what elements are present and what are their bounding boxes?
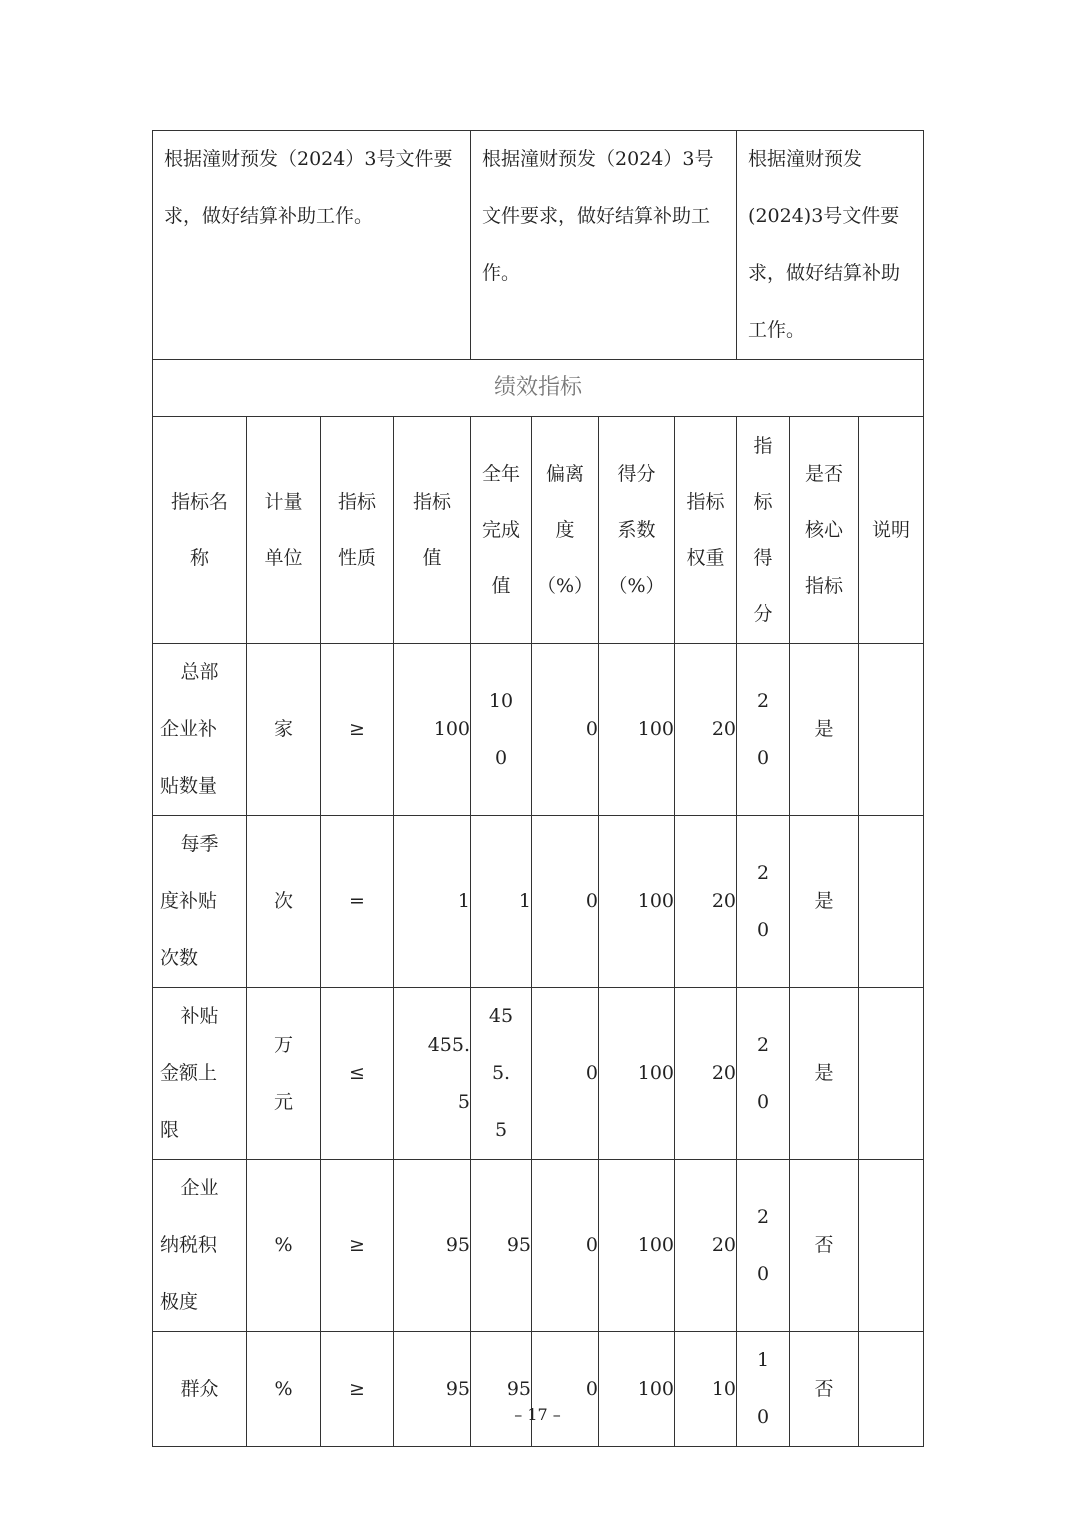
name-line: 贴数量 [160,775,218,797]
value-line: 元 [273,1090,293,1113]
core-cell: 是 [790,816,859,988]
note-cell [859,1332,924,1447]
header-line: 值 [422,547,442,569]
deviation-cell: 0 [532,988,599,1160]
header-line: 指 [753,435,773,457]
table-row [153,988,924,1160]
coef-cell: 100 [599,988,675,1160]
header-note: 说明 [859,417,924,644]
header-line: 系数 [617,519,656,541]
name-line: 限 [160,1119,180,1141]
target-cell: 95 [394,1332,471,1447]
indicator-name [153,644,247,816]
value-line: 10 [488,689,514,712]
value-line: 455. [427,1033,471,1056]
unit-cell: 次 [247,816,321,988]
core-cell: 否 [790,1332,859,1447]
indicator-name [153,988,247,1160]
name-line: 金额上 [160,1062,218,1084]
weight-cell: 20 [675,988,737,1160]
header-line: 全年 [482,463,521,485]
score-cell [737,644,790,816]
name-line: 补贴 [180,1005,219,1027]
value-line: 0 [756,1406,770,1428]
unit-cell: % [247,1160,321,1332]
value-line: 5 [494,1119,508,1141]
header-weight [675,417,737,644]
goal-text-3: 根据潼财预发(2024)3号文件要求，做好结算补助工作。 [737,131,924,360]
name-line: 纳税积 [160,1234,218,1256]
coef-cell: 100 [599,816,675,988]
target-cell: 95 [394,1160,471,1332]
nature-cell: ≥ [321,1160,394,1332]
core-cell: 是 [790,644,859,816]
note-cell [859,644,924,816]
header-nature [321,417,394,644]
header-line: 度 [555,519,575,541]
name-line: 总部 [180,661,219,683]
weight-cell: 20 [675,816,737,988]
note-cell [859,1160,924,1332]
score-cell [737,816,790,988]
coef-cell: 100 [599,1332,675,1447]
nature-cell: ≥ [321,644,394,816]
header-deviation [532,417,599,644]
coef-cell: 100 [599,1160,675,1332]
unit-cell: 家 [247,644,321,816]
value-line: 万 [273,1033,293,1056]
goal-text-2: 根据潼财预发（2024）3号文件要求，做好结算补助工作。 [471,131,737,360]
unit-cell: % [247,1332,321,1447]
core-cell: 否 [790,1160,859,1332]
value-line: 5. [491,1062,511,1084]
deviation-cell: 0 [532,1332,599,1447]
table-row [153,644,924,816]
header-line: 指标 [686,491,725,513]
header-unit [247,417,321,644]
header-line: 偏离 [546,463,585,485]
coef-cell: 100 [599,644,675,816]
header-score [737,417,790,644]
value-line: 0 [494,746,508,769]
weight-cell: 10 [675,1332,737,1447]
name-line: 极度 [160,1291,199,1313]
nature-cell: ≤ [321,988,394,1160]
name-line: 次数 [160,947,199,969]
header-line: 指标 [413,491,452,513]
header-line: 标 [753,491,773,513]
indicator-name [153,1160,247,1332]
header-line: 单位 [264,547,303,569]
header-line: 称 [189,547,209,569]
nature-cell: ≥ [321,1332,394,1447]
value-line: 1 [756,1349,770,1371]
section-header-row [153,360,924,417]
value-line: 2 [756,1033,770,1056]
deviation-cell: 0 [532,644,599,816]
value-line: 0 [756,1090,770,1113]
value-line: 2 [756,689,770,712]
header-line: 得 [753,547,773,569]
header-line: 分 [753,603,773,625]
name-line: 度补贴 [160,890,218,912]
header-line: 核心 [805,519,844,541]
header-line: 权重 [686,547,725,569]
value-line: 0 [756,918,770,941]
value-line: 2 [756,861,770,884]
actual-cell [471,988,532,1160]
actual-cell: 95 [471,1332,532,1447]
header-line: 值 [491,575,511,597]
name-line: 企业 [180,1177,219,1199]
actual-cell: 95 [471,1160,532,1332]
header-indicator-name [153,417,247,644]
indicator-name: 群众 [153,1332,247,1447]
header-core [790,417,859,644]
name-line: 每季 [180,833,219,855]
target-cell: 1 [394,816,471,988]
target-cell: 100 [394,644,471,816]
note-cell [859,988,924,1160]
target-cell [394,988,471,1160]
section-title: 绩效指标 [153,360,924,417]
header-line: 得分 [617,463,656,485]
page-number: – 17 – [514,1405,561,1424]
core-cell: 是 [790,988,859,1160]
name-line: 企业补 [160,718,218,740]
column-header-row [153,417,924,644]
value-line: 5 [457,1090,471,1113]
performance-table [152,130,924,1447]
weight-cell: 20 [675,644,737,816]
value-line: 0 [756,1262,770,1285]
deviation-cell: 0 [532,1160,599,1332]
indicator-name [153,816,247,988]
score-cell [737,1332,790,1447]
header-line: （%） [608,575,665,597]
header-line: 是否 [805,463,844,485]
weight-cell: 20 [675,1160,737,1332]
table-row [153,816,924,988]
value-line: 0 [756,746,770,769]
header-target [394,417,471,644]
header-line: （%） [536,575,594,597]
value-line: 45 [488,1005,514,1027]
note-cell [859,816,924,988]
table-row [153,1160,924,1332]
header-line: 指标名 [170,491,228,513]
header-line: 指标 [337,491,376,513]
goal-description-row [153,131,924,360]
nature-cell: = [321,816,394,988]
unit-cell [247,988,321,1160]
header-line: 完成 [482,519,521,541]
score-cell [737,988,790,1160]
actual-cell [471,644,532,816]
header-score-coef [599,417,675,644]
value-line: 2 [756,1205,770,1228]
header-line: 性质 [337,547,376,569]
goal-text-1: 根据潼财预发（2024）3号文件要求，做好结算补助工作。 [153,131,471,360]
header-line: 指标 [805,575,844,597]
header-line: 计量 [264,491,303,513]
actual-cell: 1 [471,816,532,988]
deviation-cell: 0 [532,816,599,988]
header-actual [471,417,532,644]
table-row [153,1332,924,1447]
score-cell [737,1160,790,1332]
